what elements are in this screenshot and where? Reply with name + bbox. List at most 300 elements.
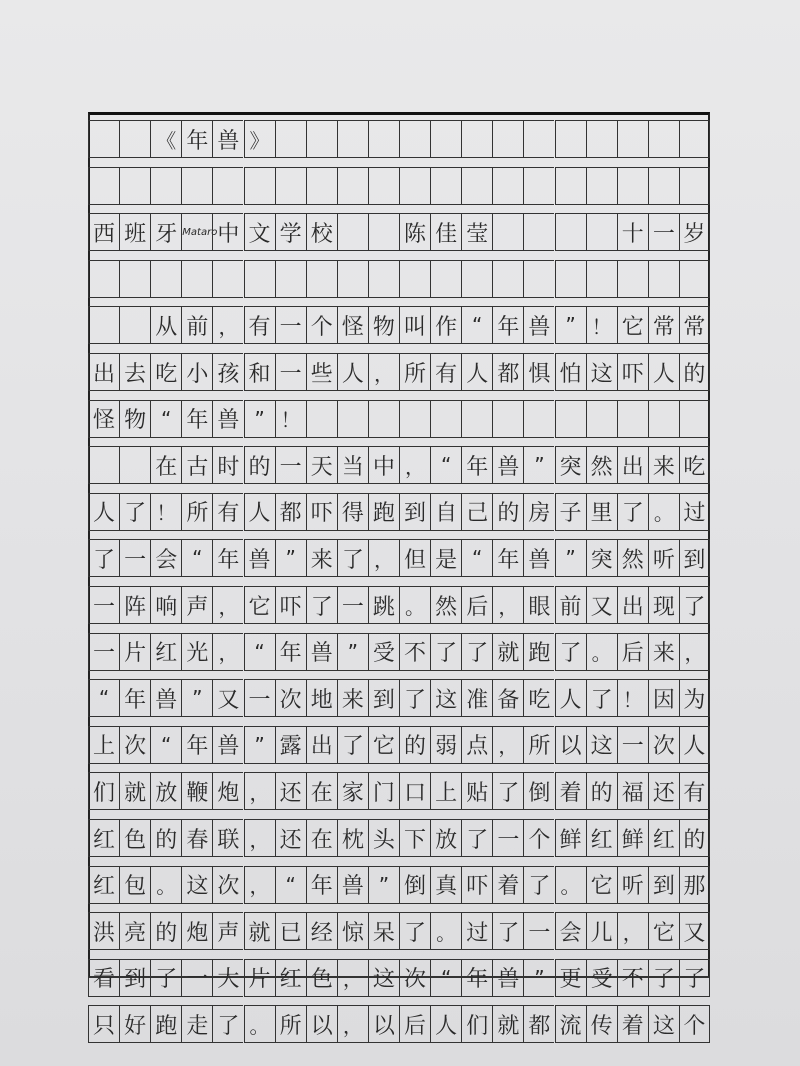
grid-cell: 色 bbox=[119, 819, 150, 857]
grid-cell: 了 bbox=[337, 726, 368, 764]
grid-cell: 声 bbox=[212, 912, 243, 950]
grid-cell: 走 bbox=[181, 1005, 212, 1043]
grid-cell bbox=[461, 260, 492, 298]
grid-cell bbox=[461, 167, 492, 205]
grid-cell: 学 bbox=[275, 213, 306, 251]
grid-cell bbox=[337, 167, 368, 205]
grid-cell: 了 bbox=[212, 1005, 243, 1043]
grid-cell bbox=[306, 400, 337, 438]
grid-cell: 当 bbox=[337, 446, 368, 484]
grid-cell: 突 bbox=[555, 446, 586, 484]
grid-cell: 的 bbox=[150, 819, 181, 857]
grid-cell: 年 bbox=[306, 866, 337, 904]
grid-cell: ！ bbox=[150, 493, 181, 531]
grid-cell: 惧 bbox=[523, 353, 554, 391]
grid-cell: 包 bbox=[119, 866, 150, 904]
grid-cell: 它 bbox=[586, 866, 617, 904]
grid-cell: 小 bbox=[181, 353, 212, 391]
grid-cell bbox=[523, 213, 554, 251]
grid-cell: 佳 bbox=[430, 213, 461, 251]
grid-cell: 家 bbox=[337, 772, 368, 810]
grid-cell: 到 bbox=[679, 539, 710, 577]
grid-cell: 这 bbox=[368, 959, 399, 997]
grid-cell: 己 bbox=[461, 493, 492, 531]
grid-cell bbox=[586, 260, 617, 298]
grid-cell: 吓 bbox=[275, 586, 306, 624]
grid-cell bbox=[212, 167, 243, 205]
grid-cell: 然 bbox=[430, 586, 461, 624]
grid-cell: “ bbox=[461, 539, 492, 577]
grid-cell: ， bbox=[679, 633, 710, 671]
grid-cell: 听 bbox=[617, 866, 648, 904]
grid-cell: 兽 bbox=[492, 959, 523, 997]
grid-row bbox=[88, 306, 710, 344]
grid-cell bbox=[617, 120, 648, 158]
grid-cell: 然 bbox=[586, 446, 617, 484]
grid-cell: 的 bbox=[244, 446, 275, 484]
grid-cell bbox=[492, 167, 523, 205]
grid-cell: 为 bbox=[679, 679, 710, 717]
grid-row bbox=[88, 260, 710, 298]
grid-cell: “ bbox=[88, 679, 119, 717]
grid-cell: 这 bbox=[586, 353, 617, 391]
grid-cell: 子 bbox=[555, 493, 586, 531]
grid-cell: 呆 bbox=[368, 912, 399, 950]
grid-cell: 所 bbox=[181, 493, 212, 531]
grid-cell bbox=[88, 446, 119, 484]
grid-cell: 《 bbox=[150, 120, 181, 158]
grid-cell bbox=[275, 167, 306, 205]
grid-cell: 在 bbox=[306, 772, 337, 810]
grid-cell: 吓 bbox=[461, 866, 492, 904]
grid-cell: 过 bbox=[461, 912, 492, 950]
grid-cell: 一 bbox=[648, 213, 679, 251]
grid-cell: 来 bbox=[648, 446, 679, 484]
grid-cell: 。 bbox=[586, 633, 617, 671]
grid-cell bbox=[244, 167, 275, 205]
grid-cell bbox=[430, 400, 461, 438]
grid-cell: 但 bbox=[399, 539, 430, 577]
grid-cell: ， bbox=[212, 586, 243, 624]
grid-cell: 片 bbox=[244, 959, 275, 997]
grid-cell: 鲜 bbox=[555, 819, 586, 857]
grid-cell: 一 bbox=[275, 446, 306, 484]
grid-cell: 和 bbox=[244, 353, 275, 391]
grid-cell: 物 bbox=[368, 306, 399, 344]
grid-cell: 就 bbox=[119, 772, 150, 810]
grid-cell: 门 bbox=[368, 772, 399, 810]
grid-cell: 年 bbox=[461, 446, 492, 484]
grid-cell: ， bbox=[212, 306, 243, 344]
grid-cell: 中 bbox=[212, 213, 243, 251]
grid-cell: 所 bbox=[275, 1005, 306, 1043]
grid-cell: 们 bbox=[461, 1005, 492, 1043]
grid-cell: ， bbox=[244, 866, 275, 904]
grid-cell: 倒 bbox=[399, 866, 430, 904]
grid-cell: 年 bbox=[181, 400, 212, 438]
grid-cell bbox=[617, 167, 648, 205]
grid-cell: 了 bbox=[617, 493, 648, 531]
grid-cell bbox=[399, 260, 430, 298]
grid-cell: 流 bbox=[555, 1005, 586, 1043]
grid-cell: 了 bbox=[461, 633, 492, 671]
grid-row bbox=[88, 726, 710, 764]
grid-cell: ， bbox=[368, 353, 399, 391]
grid-cell: 们 bbox=[88, 772, 119, 810]
grid-cell: ” bbox=[523, 959, 554, 997]
grid-cell: 跑 bbox=[523, 633, 554, 671]
grid-cell: “ bbox=[150, 726, 181, 764]
grid-cell: 这 bbox=[181, 866, 212, 904]
grid-cell: 又 bbox=[679, 912, 710, 950]
grid-cell: 上 bbox=[430, 772, 461, 810]
grid-cell: ， bbox=[492, 586, 523, 624]
grid-cell: 因 bbox=[648, 679, 679, 717]
grid-cell: 这 bbox=[430, 679, 461, 717]
grid-cell bbox=[212, 260, 243, 298]
grid-cell bbox=[679, 120, 710, 158]
grid-cell: 那 bbox=[679, 866, 710, 904]
grid-cell: 露 bbox=[275, 726, 306, 764]
grid-cell: 跳 bbox=[368, 586, 399, 624]
grid-cell: 后 bbox=[461, 586, 492, 624]
grid-cell: 常 bbox=[679, 306, 710, 344]
grid-cell: 红 bbox=[586, 819, 617, 857]
grid-cell: 常 bbox=[648, 306, 679, 344]
grid-cell bbox=[306, 167, 337, 205]
grid-cell: 炮 bbox=[212, 772, 243, 810]
grid-cell: ， bbox=[399, 446, 430, 484]
grid-cell bbox=[337, 213, 368, 251]
grid-cell: 在 bbox=[306, 819, 337, 857]
grid-cell: 了 bbox=[492, 912, 523, 950]
grid-cell bbox=[461, 120, 492, 158]
grid-cell: 还 bbox=[275, 819, 306, 857]
grid-cell: 受 bbox=[368, 633, 399, 671]
grid-cell: 兽 bbox=[492, 446, 523, 484]
grid-cell: 作 bbox=[430, 306, 461, 344]
grid-cell: 就 bbox=[492, 1005, 523, 1043]
grid-cell: 了 bbox=[679, 586, 710, 624]
grid-cell: 备 bbox=[492, 679, 523, 717]
grid-cell: 一 bbox=[337, 586, 368, 624]
grid-cell bbox=[586, 213, 617, 251]
grid-cell: ， bbox=[212, 633, 243, 671]
grid-cell: 了 bbox=[150, 959, 181, 997]
grid-cell: 炮 bbox=[181, 912, 212, 950]
grid-cell bbox=[648, 400, 679, 438]
grid-cell: 经 bbox=[306, 912, 337, 950]
grid-cell bbox=[586, 120, 617, 158]
grid-cell: 春 bbox=[181, 819, 212, 857]
grid-cell: 大 bbox=[212, 959, 243, 997]
grid-cell bbox=[337, 400, 368, 438]
grid-cell: 跑 bbox=[368, 493, 399, 531]
grid-cell: 年 bbox=[119, 679, 150, 717]
grid-cell: 兽 bbox=[523, 539, 554, 577]
grid-row bbox=[88, 120, 710, 158]
grid-cell bbox=[523, 400, 554, 438]
grid-cell: 不 bbox=[617, 959, 648, 997]
grid-cell bbox=[306, 260, 337, 298]
grid-cell: 吓 bbox=[617, 353, 648, 391]
grid-cell: 了 bbox=[555, 633, 586, 671]
grid-cell: 阵 bbox=[119, 586, 150, 624]
grid-cell: 它 bbox=[648, 912, 679, 950]
grid-cell: 前 bbox=[181, 306, 212, 344]
grid-cell: 了 bbox=[492, 772, 523, 810]
grid-cell: 现 bbox=[648, 586, 679, 624]
grid-cell: 口 bbox=[399, 772, 430, 810]
grid-cell bbox=[430, 167, 461, 205]
grid-cell: 出 bbox=[88, 353, 119, 391]
grid-cell: 吃 bbox=[679, 446, 710, 484]
grid-cell: 吃 bbox=[150, 353, 181, 391]
grid-cell bbox=[368, 260, 399, 298]
grid-cell bbox=[523, 260, 554, 298]
grid-cell: 兽 bbox=[244, 539, 275, 577]
grid-cell: 有 bbox=[679, 772, 710, 810]
grid-cell: 人 bbox=[88, 493, 119, 531]
grid-cell: 福 bbox=[617, 772, 648, 810]
grid-cell: 年 bbox=[181, 726, 212, 764]
grid-cell bbox=[492, 213, 523, 251]
grid-cell: 到 bbox=[399, 493, 430, 531]
grid-cell: 片 bbox=[119, 633, 150, 671]
grid-cell: 人 bbox=[461, 353, 492, 391]
grid-cell: 兽 bbox=[523, 306, 554, 344]
grid-cell: 了 bbox=[88, 539, 119, 577]
grid-cell: 然 bbox=[617, 539, 648, 577]
grid-cell: 岁 bbox=[679, 213, 710, 251]
grid-cell: 儿 bbox=[586, 912, 617, 950]
grid-cell: 。 bbox=[430, 912, 461, 950]
grid-cell: 着 bbox=[555, 772, 586, 810]
grid-cell bbox=[88, 260, 119, 298]
grid-cell: ！ bbox=[275, 400, 306, 438]
grid-cell: 西 bbox=[88, 213, 119, 251]
grid-cell: 次 bbox=[212, 866, 243, 904]
grid-cell bbox=[275, 260, 306, 298]
grid-cell: 了 bbox=[119, 493, 150, 531]
grid-cell: 校 bbox=[306, 213, 337, 251]
grid-cell bbox=[244, 260, 275, 298]
grid-cell: 了 bbox=[586, 679, 617, 717]
grid-cell: 枕 bbox=[337, 819, 368, 857]
grid-cell bbox=[399, 167, 430, 205]
grid-cell bbox=[586, 167, 617, 205]
grid-cell: ， bbox=[368, 539, 399, 577]
grid-row bbox=[88, 679, 710, 717]
grid-cell: 上 bbox=[88, 726, 119, 764]
grid-cell: 一 bbox=[119, 539, 150, 577]
grid-cell: 鲜 bbox=[617, 819, 648, 857]
grid-cell: 个 bbox=[679, 1005, 710, 1043]
grid-cell bbox=[181, 167, 212, 205]
grid-cell: 自 bbox=[430, 493, 461, 531]
grid-cell: 年 bbox=[275, 633, 306, 671]
grid-cell: 怪 bbox=[337, 306, 368, 344]
grid-cell bbox=[617, 400, 648, 438]
grid-cell: 孩 bbox=[212, 353, 243, 391]
grid-cell bbox=[430, 260, 461, 298]
grid-cell: 就 bbox=[244, 912, 275, 950]
grid-cell: 着 bbox=[617, 1005, 648, 1043]
grid-cell: 跑 bbox=[150, 1005, 181, 1043]
grid-cell bbox=[150, 167, 181, 205]
grid-cell: 头 bbox=[368, 819, 399, 857]
grid-cell: ” bbox=[244, 400, 275, 438]
grid-cell: 响 bbox=[150, 586, 181, 624]
grid-cell: 听 bbox=[648, 539, 679, 577]
grid-cell: 出 bbox=[617, 446, 648, 484]
grid-cell: 以 bbox=[555, 726, 586, 764]
grid-cell: 是 bbox=[430, 539, 461, 577]
grid-row bbox=[88, 866, 710, 904]
grid-cell bbox=[679, 260, 710, 298]
grid-cell bbox=[555, 400, 586, 438]
grid-cell: 就 bbox=[492, 633, 523, 671]
grid-cell: Mataro bbox=[181, 213, 212, 251]
grid-cell: ” bbox=[368, 866, 399, 904]
grid-cell: 。 bbox=[244, 1005, 275, 1043]
grid-cell: 点 bbox=[461, 726, 492, 764]
grid-cell: ” bbox=[244, 726, 275, 764]
grid-cell bbox=[523, 120, 554, 158]
grid-cell: “ bbox=[275, 866, 306, 904]
grid-cell: 出 bbox=[306, 726, 337, 764]
grid-cell: 以 bbox=[368, 1005, 399, 1043]
grid-cell: 里 bbox=[586, 493, 617, 531]
grid-cell: 去 bbox=[119, 353, 150, 391]
grid-cell: 一 bbox=[275, 306, 306, 344]
grid-cell: 兽 bbox=[150, 679, 181, 717]
grid-cell bbox=[679, 400, 710, 438]
grid-cell: ” bbox=[337, 633, 368, 671]
grid-cell: 叫 bbox=[399, 306, 430, 344]
grid-row bbox=[88, 353, 710, 391]
grid-cell bbox=[679, 167, 710, 205]
grid-cell: 还 bbox=[648, 772, 679, 810]
grid-cell: 它 bbox=[617, 306, 648, 344]
grid-cell: 红 bbox=[88, 866, 119, 904]
grid-cell: 了 bbox=[306, 586, 337, 624]
grid-cell bbox=[648, 167, 679, 205]
grid-cell: 些 bbox=[306, 353, 337, 391]
grid-cell bbox=[150, 260, 181, 298]
grid-cell: 到 bbox=[119, 959, 150, 997]
grid-cell: 天 bbox=[306, 446, 337, 484]
grid-cell: 兽 bbox=[212, 726, 243, 764]
grid-cell bbox=[368, 213, 399, 251]
grid-cell: 还 bbox=[275, 772, 306, 810]
grid-row bbox=[88, 446, 710, 484]
grid-cell: 后 bbox=[399, 1005, 430, 1043]
grid-cell bbox=[337, 120, 368, 158]
grid-cell: 到 bbox=[648, 866, 679, 904]
grid-cell bbox=[88, 120, 119, 158]
grid-cell: 好 bbox=[119, 1005, 150, 1043]
grid-cell: ！ bbox=[586, 306, 617, 344]
grid-cell: 怕 bbox=[555, 353, 586, 391]
grid-cell: ！ bbox=[617, 679, 648, 717]
grid-cell: 到 bbox=[368, 679, 399, 717]
grid-cell: 后 bbox=[617, 633, 648, 671]
grid-cell bbox=[648, 260, 679, 298]
grid-cell bbox=[586, 400, 617, 438]
grid-cell: 声 bbox=[181, 586, 212, 624]
grid-cell: 了 bbox=[337, 539, 368, 577]
grid-cell: ” bbox=[181, 679, 212, 717]
grid-cell: 它 bbox=[244, 586, 275, 624]
grid-cell: 出 bbox=[617, 586, 648, 624]
grid-cell: 年 bbox=[492, 539, 523, 577]
grid-cell: ， bbox=[337, 1005, 368, 1043]
grid-cell: 放 bbox=[430, 819, 461, 857]
grid-cell: 贴 bbox=[461, 772, 492, 810]
grid-cell: 它 bbox=[368, 726, 399, 764]
grid-cell: 中 bbox=[368, 446, 399, 484]
grid-cell: 一 bbox=[275, 353, 306, 391]
grid-cell: 班 bbox=[119, 213, 150, 251]
grid-cell: 时 bbox=[212, 446, 243, 484]
grid-cell: ” bbox=[555, 539, 586, 577]
grid-cell bbox=[88, 306, 119, 344]
grid-cell: 会 bbox=[555, 912, 586, 950]
grid-row bbox=[88, 213, 710, 251]
grid-cell: 了 bbox=[648, 959, 679, 997]
grid-cell: 年 bbox=[492, 306, 523, 344]
grid-cell bbox=[88, 167, 119, 205]
grid-cell: 文 bbox=[244, 213, 275, 251]
grid-cell: 来 bbox=[306, 539, 337, 577]
grid-row bbox=[88, 586, 710, 624]
grid-cell: 有 bbox=[244, 306, 275, 344]
grid-cell bbox=[119, 306, 150, 344]
grid-cell: 受 bbox=[586, 959, 617, 997]
grid-cell: 陈 bbox=[399, 213, 430, 251]
grid-cell: ， bbox=[337, 959, 368, 997]
grid-cell: 都 bbox=[492, 353, 523, 391]
grid-cell: 不 bbox=[399, 633, 430, 671]
grid-cell: ， bbox=[244, 819, 275, 857]
grid-cell: ” bbox=[523, 446, 554, 484]
grid-cell bbox=[492, 120, 523, 158]
grid-row bbox=[88, 539, 710, 577]
grid-cell: 一 bbox=[244, 679, 275, 717]
grid-cell: 。 bbox=[555, 866, 586, 904]
grid-cell bbox=[492, 260, 523, 298]
grid-row bbox=[88, 819, 710, 857]
grid-cell: 联 bbox=[212, 819, 243, 857]
grid-cell: 》 bbox=[244, 120, 275, 158]
grid-cell: 吃 bbox=[523, 679, 554, 717]
grid-cell: 准 bbox=[461, 679, 492, 717]
grid-row bbox=[88, 912, 710, 950]
grid-cell: “ bbox=[430, 959, 461, 997]
grid-cell: 次 bbox=[399, 959, 430, 997]
grid-cell: 的 bbox=[492, 493, 523, 531]
grid-cell: 年 bbox=[461, 959, 492, 997]
grid-cell: 会 bbox=[150, 539, 181, 577]
grid-cell: 人 bbox=[555, 679, 586, 717]
grid-cell: ， bbox=[492, 726, 523, 764]
grid-cell: 洪 bbox=[88, 912, 119, 950]
grid-cell: 了 bbox=[399, 912, 430, 950]
grid-cell: 的 bbox=[399, 726, 430, 764]
grid-cell: 以 bbox=[306, 1005, 337, 1043]
grid-cell: 人 bbox=[679, 726, 710, 764]
